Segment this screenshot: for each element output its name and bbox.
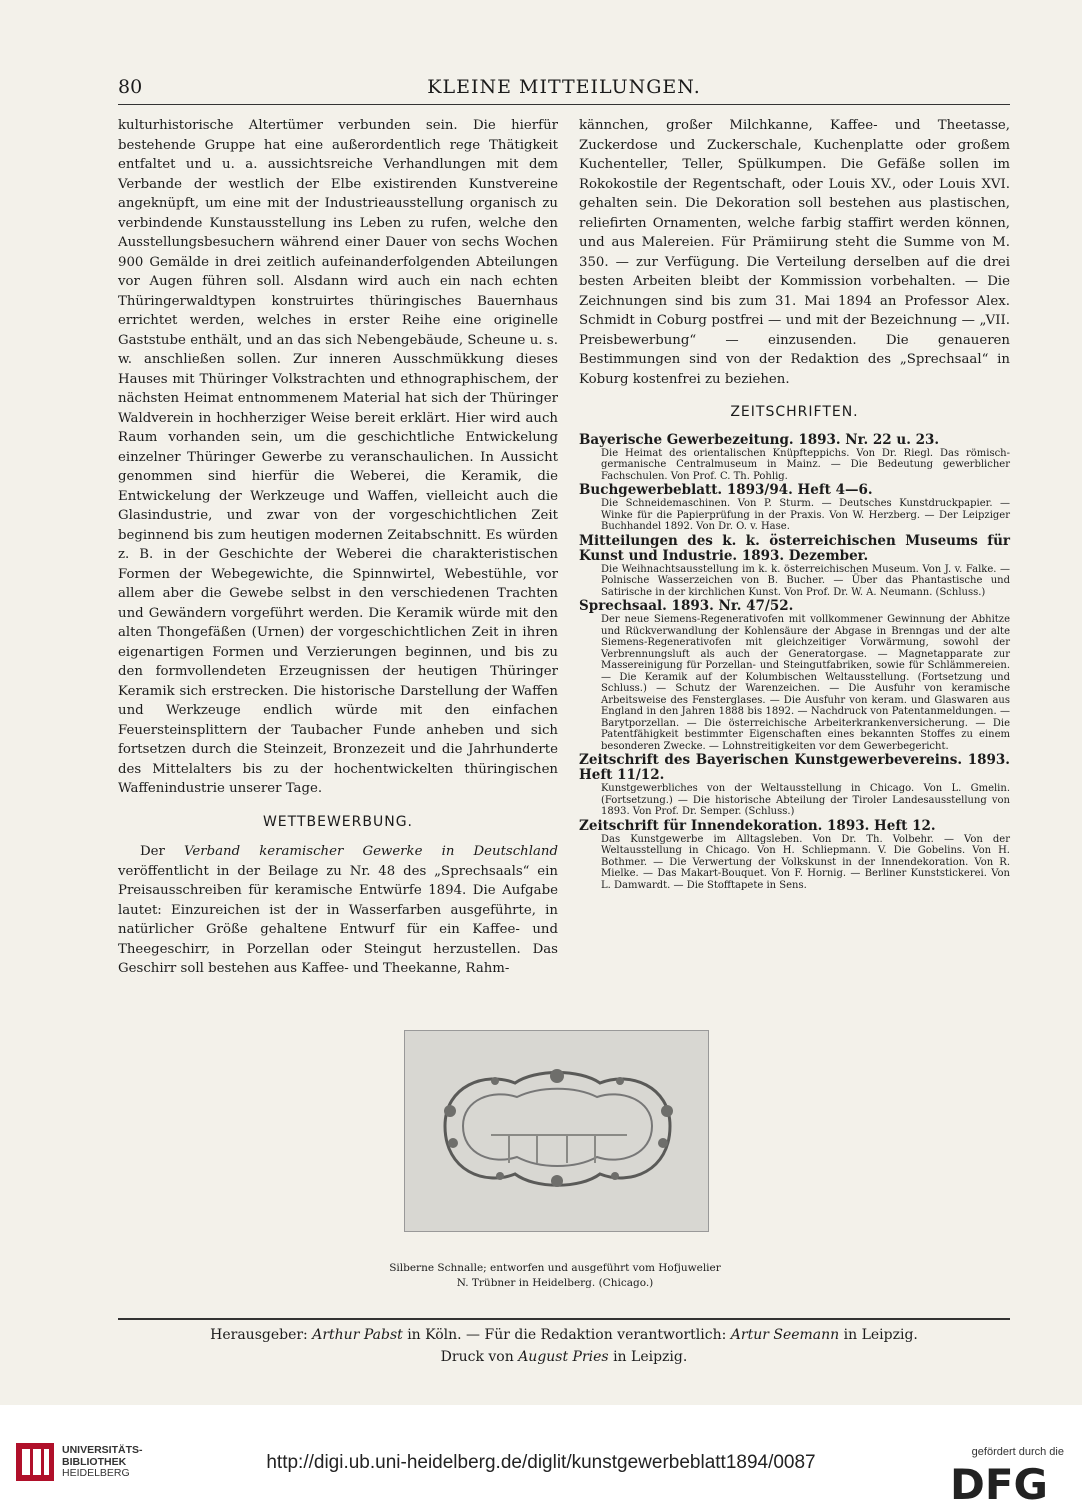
journal-contents: Der neue Siemens-Regenerativofen mit vollkommener Gewinnung der Abhitze und Rückverwandlung der Kohlensäure der Abgase in Brenngas und der alte Siemens-Regenerativofen mit gleichzeitiger Vorwärmung, sowohl der Verbrennungsluft als auch der Generatorgase. — Magnetapparate zur Massereinigung für Porzellan- und Steingutfabriken, sowie für Schlämmereien. — Die Keramik auf der Kolumbischen Weltausstellung. (Fortsetzung und Schluss.) — Schutz der Warenzeichen. — Die Ausfuhr von keramische Arbeitsweise des Fensterglases. — Die Ausfuhr von keram. und Glaswaren aus England in den Jahren 1888 bis 1892. — Nachdruck von Patentanmeldungen. — Barytporzellan. — Die österreichische Arbeiterkrankenversicherung. — Die Patentfähigkeit bestimmter Eigenschaften eines bekannten Stoffes zu einem besonderen Zwecke. — Lohnstreitigkeiten vor dem Gewerbegericht. bbox=[601, 614, 1010, 752]
editor-name: Arthur Pabst bbox=[312, 1327, 403, 1343]
journal-contents: Kunstgewerbliches von der Weltausstellung in Chicago. Von L. Gmelin. (Fortsetzung.) — Die historische Abteilung der Tiroler Landesausstellung von 1893. Von Prof. Dr. Semper. (Schluss.) bbox=[601, 783, 1010, 817]
header-rule bbox=[118, 104, 1010, 105]
dfg-logo-icon bbox=[948, 1461, 1068, 1503]
imprint-line-1 bbox=[118, 1324, 1010, 1346]
imprint-text: in Köln. — Für die Redaktion verantwortlich: bbox=[407, 1327, 727, 1343]
left-column bbox=[118, 116, 558, 979]
body-paragraph: kulturhistorische Altertümer verbunden sein. Die hierfür bestehende Gruppe hat eine außerordentlich rege Thätigkeit entfaltet und u. a. aussichtsreiche Verhandlungen mit dem Verbande der westlich der Elbe existirenden Kunstvereine angeknüpft, um eine mit der Industrieausstellung organisch zu verbindende Kunstausstellung ins Leben zu rufen, welche den Ausstellungsbesuchern während einer Dauer von sechs Wochen 900 Gemälde in drei zeitlich aufeinanderfolgenden Abteilungen vor Augen führen soll. Alsdann wird auch ein nach echten Thüringerwaldtypen konstruirtes thüringisches Bauernhaus errichtet werden, welches in erster Reihe eine originelle Gaststube enthält, und an das sich Nebengebäude, Scheune u. s. w. anschließen sollen. Zur inneren Ausschmükkung dieses Hauses mit Thüringer Volkstrachten und ethnographischem, der nächsten Heimat entnommenem Material hat sich der Thüringer Waldverein in hochherziger Weise bereit erklärt. Hier wird auch Raum vorhanden sein, um die geschichtliche Entwickelung einzelner Thüringer Gewerbe zu veranschaulichen. In Aussicht genommen sind hierfür die Weberei, die Keramik, die Entwickelung der Werkzeuge und Waffen, vielleicht auch die Glasindustrie, und zwar von der vorgeschichtlichen Zeit beginnend bis zum heutigen modernen Zeitabschnitt. Es würden z. B. in der Geschichte der Weberei die charakteristischen Formen der Webegewichte, die Spinnwirtel, Webestühle, vor allem aber die Gewebe selbst in den verschiedenen Trachten und Gewändern vorgeführt werden. Die Keramik würde mit den alten Thongefäßen (Urnen) der vorgeschichtlichen Zeit in ihren eigenartigen Formen und Verzierungen beginnen, und bis zu den formvollendeten Erzeugnissen der heutigen Thüringer Keramik sich erstrecken. Die historische Darstellung der Waffen und Werkzeuge endlich würde mit den einfachen Feuersteinsplittern der Taubacher Funde anheben und sich fortsetzen durch die Steinzeit, Bronzezeit und die Jahrhunderte des Mittelalters bis zu der hochentwickelten thüringischen Waffenindustrie unserer Tage. bbox=[118, 118, 558, 796]
wett-before: Der bbox=[140, 844, 165, 859]
journal-title: Buchgewerbeblatt. 1893/94. Heft 4—6. bbox=[579, 482, 873, 498]
digitization-footer bbox=[0, 1405, 1082, 1510]
journal-title: Sprechsaal. 1893. Nr. 47/52. bbox=[579, 598, 794, 614]
journal-list bbox=[579, 433, 1010, 892]
permalink-url[interactable]: http://digi.ub.uni-heidelberg.de/diglit/kunstgewerbeblatt1894/0087 bbox=[266, 1452, 816, 1473]
imprint-text: in Leipzig. bbox=[843, 1327, 918, 1343]
caption-line: N. Trübner in Heidelberg. (Chicago.) bbox=[456, 1277, 654, 1289]
journal-contents: Die Heimat des orientalischen Knüpfteppichs. Von Dr. Riegl. Das römisch-germanische Centralmuseum in Mainz. — Die Bedeutung gewerblicher Fachschulen. Von Prof. C. Th. Pohlig. bbox=[601, 447, 1010, 482]
wett-association: Verband keramischer Gewerke in Deutschland bbox=[184, 844, 559, 859]
imprint-text: Herausgeber: bbox=[210, 1327, 308, 1343]
funding-note: gefördert durch die bbox=[971, 1446, 1064, 1458]
caption-line: Silberne Schnalle; entworfen und ausgeführt vom Hofjuwelier bbox=[389, 1262, 721, 1274]
body-paragraph-continued: kännchen, großer Milchkanne, Kaffee- und Theetasse, Zuckerdose und Zuckerschale, Kuchenplatte oder großem Kuchenteller, Teller, Spülkumpen. Die Gefäße sollen im Rokokostile der Regentschaft, oder Louis XV., oder Louis XVI. gehalten sein. Die Dekoration soll bestehen aus plastischen, reliefirten Ornamenten, welche farbig staffirt werden können, und aus Malereien. Für Prämiirung steht die Summe von M. 350. — zur Verfügung. Die Verteilung derselben auf die drei besten Arbeiten bleibt der Kommission vorbehalten. — Die Zeichnungen sind bis zum 31. Mai 1894 an Professor Alex. Schmidt in Coburg postfrei — und mit der Bezeichnung — „VII. Preisbewerbung“ — einzusenden. Die genaueren Bestimmungen sind von der Redaktion des „Sprechsaal“ in Koburg kostenfrei zu beziehen. bbox=[579, 118, 1010, 387]
journal-title: Mitteilungen des k. k. österreichischen Museums für Kunst und Industrie. 1893. Dezember. bbox=[579, 532, 1010, 564]
wett-after: veröffentlicht in der Beilage zu Nr. 48 des „Sprechsaals“ ein Preisausschreiben für keramische Entwürfe 1894. Die Aufgabe lautet: Einzureichen ist der in Wasserfarben ausgeführte, in natürlicher Größe gehaltene Entwurf für ein Kaffee- und Theegeschirr, in Porzellan oder Steingut herzustellen. Das Geschirr soll bestehen aus Kaffee- und Theekanne, Rahm- bbox=[118, 863, 558, 976]
library-line: HEIDELBERG bbox=[62, 1467, 130, 1479]
section-title-wettbewerbung: WETTBEWERBUNG. bbox=[262, 813, 414, 830]
dfg-logo-text: DFG bbox=[950, 1461, 1049, 1503]
journal-contents: Das Kunstgewerbe im Alltagsleben. Von Dr. Th. Volbehr. — Von der Weltausstellung in Chicago. Von H. Schliepmann. V. Die Gobelins. Von H. Bothmer. — Die Verwertung der Volkskunst in der Innendekoration. Von R. Mielke. — Das Makart-Bouquet. Von F. Hornig. — Berliner Kunststickerei. Von L. Damwardt. — Die Stofftapete in Sens. bbox=[601, 833, 1010, 891]
responsible-name: Artur Seemann bbox=[730, 1327, 840, 1343]
imprint-text: Druck von bbox=[440, 1349, 514, 1365]
imprint-line-2 bbox=[118, 1346, 1010, 1368]
library-line: BIBLIOTHEK bbox=[62, 1455, 127, 1468]
page-header bbox=[118, 76, 1010, 102]
imprint-text: in Leipzig. bbox=[613, 1349, 688, 1365]
journal-contents: Die Weihnachtsausstellung im k. k. österreichischen Museum. Von J. v. Falke. — Polnische Wasserzeichen von B. Bucher. — Über das Phantastische und Satirische in der kirchlichen Kunst. Von Prof. Dr. W. A. Neumann. (Schluss.) bbox=[601, 563, 1010, 598]
library-line: UNIVERSITÄTS- bbox=[62, 1444, 143, 1456]
journal-title: Zeitschrift des Bayerischen Kunstgewerbevereins. 1893. Heft 11/12. bbox=[579, 752, 1010, 783]
wett-paragraph bbox=[118, 842, 558, 979]
journal-contents: Die Schneidemaschinen. Von P. Sturm. — Deutsches Kunstdruckpapier. — Winke für die Papierprüfung in der Praxis. Von W. Herzberg. — Der Leipziger Buchhandel 1892. Von Dr. O. v. Hase. bbox=[601, 498, 1010, 532]
page-number: 80 bbox=[118, 76, 143, 98]
imprint-rule bbox=[118, 1318, 1010, 1320]
section-title-zeitschriften: ZEITSCHRIFTEN. bbox=[730, 404, 859, 420]
journal-title: Bayerische Gewerbezeitung. 1893. Nr. 22 u. 23. bbox=[579, 431, 940, 448]
journal-title: Zeitschrift für Innendekoration. 1893. Heft 12. bbox=[579, 817, 936, 834]
printer-name: August Pries bbox=[518, 1349, 609, 1365]
right-column bbox=[579, 116, 1010, 891]
imprint bbox=[118, 1324, 1010, 1368]
running-title: KLEINE MITTEILUNGEN. bbox=[427, 76, 701, 98]
figure-silver-buckle bbox=[404, 1030, 709, 1232]
buckle-illustration bbox=[405, 1031, 708, 1231]
figure-caption bbox=[300, 1261, 810, 1291]
